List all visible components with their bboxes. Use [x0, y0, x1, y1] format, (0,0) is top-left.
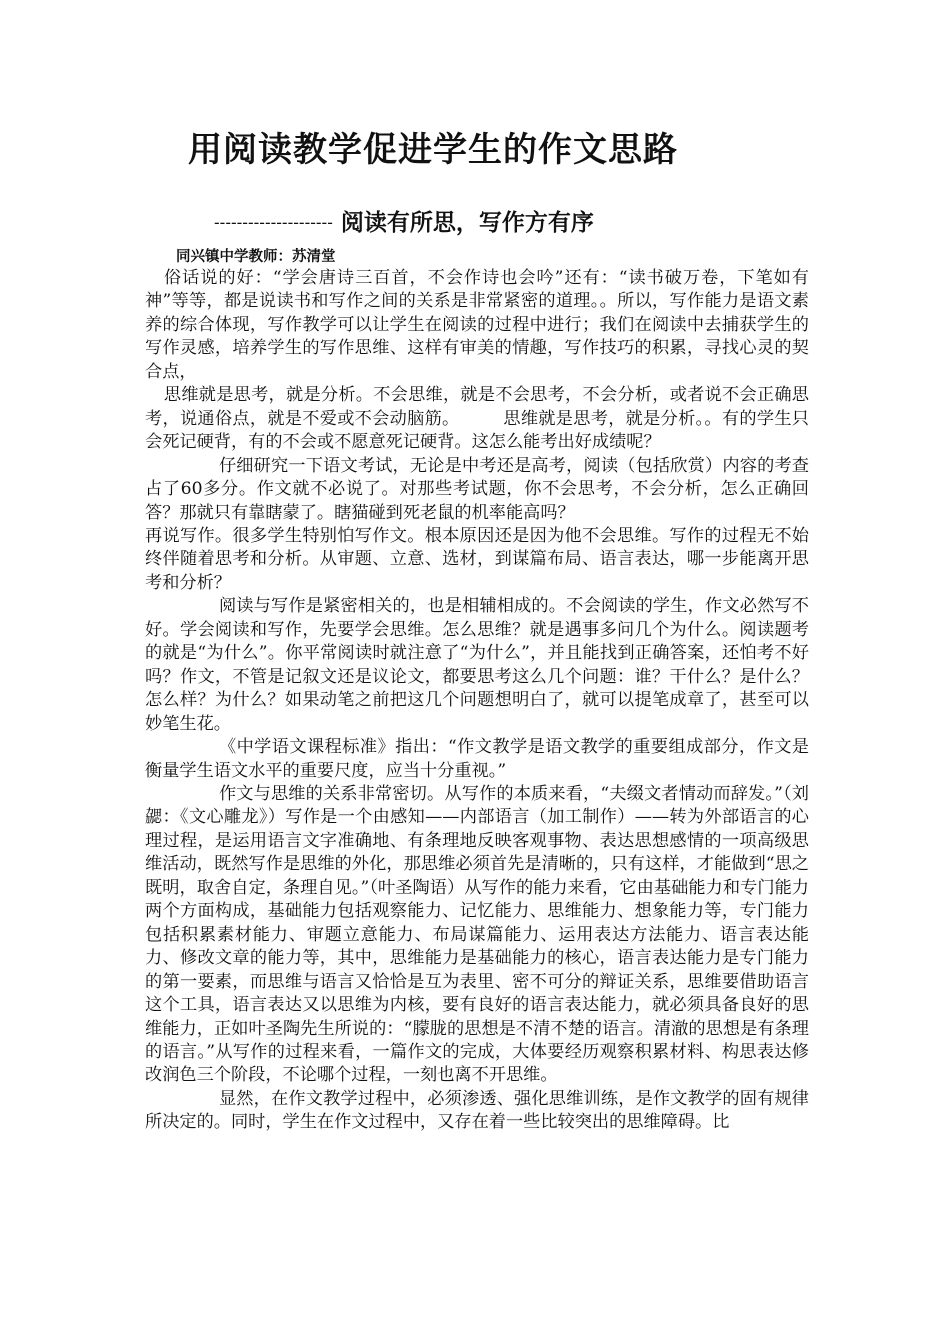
subtitle-text: 阅读有所思，写作方有序	[340, 209, 594, 236]
paragraph: 阅读与写作是紧密相关的，也是相辅相成的。不会阅读的学生，作文必然写不好。学会阅读和写作，先要学会思维。怎么思维？就是遇事多问几个为什么。阅读题考的就是“为什么”。你平常阅读时就注意了“为什么”，并且能找到正确答案，还怕考不好吗？作文，不管是记叙文还是议论文，都要思考这么几个问题：谁？干什么？是什么？怎么样？为什么？如果动笔之前把这几个问题想明白了，就可以提笔成章了，甚至可以妙笔生花。	[145, 596, 809, 734]
paragraph: 《中学语文课程标准》指出：“作文教学是语文教学的重要组成部分，作文是衡量学生语文水平的重要尺度，应当十分重视。”	[145, 737, 809, 781]
document-title: 用阅读教学促进学生的作文思路	[188, 130, 678, 170]
author-line: 同兴镇中学教师：苏清堂	[176, 248, 336, 265]
paragraph: 作文与思维的关系非常密切。从写作的本质来看，“夫缀文者情动而辞发。”（刘勰：《文心雕龙》）写作是一个由感知——内部语言（加工制作）——转为外部语言的心理过程，是运用语言文字准确地、有条理地反映客观事物、表达思想感情的一项高级思维活动，既然写作是思维的外化，那思维必须首先是清晰的，只有这样，才能做到“思之既明，取舍自定，条理自见。”（叶圣陶语）从写作的能力来看，它由基础能力和专门能力两个方面构成，基础能力包括观察能力、记忆能力、思维能力、想象能力等，专门能力包括积累素材能力、审题立意能力、布局谋篇能力、运用表达方法能力、语言表达能力、修改文章的能力等，其中，思维能力是基础能力的核心，语言表达能力是专门能力的第一要素，而思维与语言又恰恰是互为表里、密不可分的辩证关系，思维要借助语言这个工具，语言表达又以思维为内核，要有良好的语言表达能力，就必须具备良好的思维能力，正如叶圣陶先生所说的：“朦胧的思想是不清不楚的语言。清澈的思想是有条理的语言。”从写作的过程来看，一篇作文的完成，大体要经历观察积累材料、构思表达修改润色三个阶段，不论哪个过程，一刻也离不开思维。	[145, 783, 809, 1086]
paragraph: 显然，在作文教学过程中，必须渗透、强化思维训练，是作文教学的固有规律所决定的。同时，学生在作文过程中，又存在着一些比较突出的思维障碍。比	[145, 1088, 809, 1133]
paragraph: 仔细研究一下语文考试，无论是中考还是高考，阅读（包括欣赏）内容的考查占了60多分。作文就不必说了。对那些考试题，你不会思考，不会分析，怎么正确回答？那就只有靠瞎蒙了。瞎猫碰到死老鼠的机率能高吗？	[145, 455, 809, 523]
paragraph: 俗话说的好：“学会唐诗三百首，不会作诗也会吟”还有：“读书破万卷，下笔如有神”等等，都是说读书和写作之间的关系是非常紧密的道理。。所以，写作能力是语文素养的综合体现，写作教学可以让学生在阅读的过程中进行；我们在阅读中去捕获学生的写作灵感，培养学生的写作思维、这样有审美的情趣，写作技巧的积累，寻找心灵的契合点，	[145, 268, 809, 382]
subtitle-dashes: ---------------------	[214, 213, 333, 232]
paragraph: 思维就是思考，就是分析。不会思维，就是不会思考，不会分析，或者说不会正确思考，说通俗点，就是不爱或不会动脑筋。 思维就是思考，就是分析。。有的学生只会死记硬背，有的不会或不愿意死记硬背。这怎么能考出好成绩呢？	[145, 385, 809, 453]
document-subtitle	[214, 206, 594, 240]
paragraph: 再说写作。很多学生特别怕写作文。根本原因还是因为他不会思维。写作的过程无不始终伴随着思考和分析。从审题、立意、选材，到谋篇布局、语言表达，哪一步能离开思考和分析？	[145, 525, 809, 593]
document-body	[145, 267, 809, 1135]
